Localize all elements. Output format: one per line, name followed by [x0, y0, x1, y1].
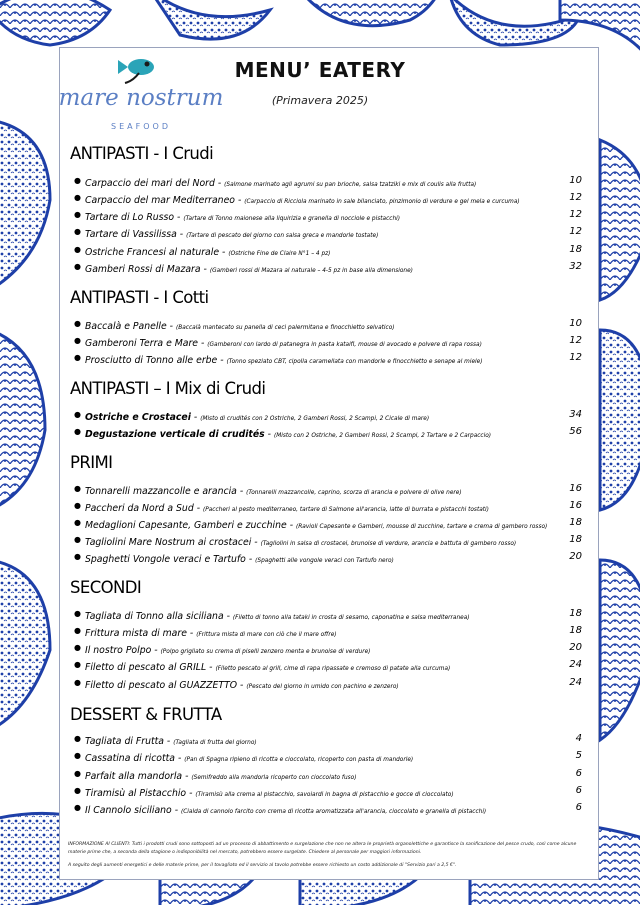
item-desc: (Salmone marinato agli agrumi su pan brioche, salsa tzatziki e mix di coulis alla frutta): [224, 182, 477, 188]
item-name: Tiramisù al Pistacchio: [85, 788, 187, 799]
item-name: Tonnarelli mazzancolle e arancia: [85, 486, 237, 497]
item-price: 12: [569, 226, 582, 237]
item-price: 18: [569, 517, 582, 528]
item-price: 6: [575, 785, 582, 796]
item-price: 18: [569, 534, 582, 545]
bullet-icon: ●: [74, 353, 81, 362]
item-desc: (Filetto pescato al grill, cime di rapa ripassate e cremoso di patate alla curcuma): [215, 666, 451, 672]
item-price: 18: [569, 625, 582, 636]
item-desc: (Misto con 2 Ostriche, 2 Gamberi Rossi, 2 Scampi, 2 Tartare e 2 Carpaccio): [273, 433, 492, 439]
item-name: Carpaccio del mar Mediterraneo: [85, 195, 235, 206]
bullet-icon: ●: [74, 427, 81, 436]
item-name: Prosciutto di Tonno alle erbe: [85, 355, 218, 366]
bullet-icon: ●: [74, 484, 81, 493]
bullet-icon: ●: [74, 193, 81, 202]
allergen-note: INFORMAZIONE AI CLIENTI: Tutti i prodotti crudi sono sottoposti ad un processo di abbattimento e surgelazione che non ne altera le proprietà organolettiche e garantisce la sanificazione del pesce crudo, così come alcune materie prime che, a seconda della stagione o indisponibilità nel mercato, potrebbero essere surgelate. Chiedere al personale per maggiori informazioni.: [68, 842, 577, 856]
item-name: Gamberoni Terra e Mare: [85, 338, 199, 349]
menu-item: ● Tiramisù al Pistacchio - (Tiramisù alla crema al pistacchio, savoiardi in bagna di pistacchio e gocce di cioccolato) 6: [74, 785, 582, 799]
item-price: 10: [569, 318, 582, 329]
bullet-icon: ●: [74, 769, 81, 778]
menu-item: ● Tartare di Vassilissa - (Tartare di pescato del giorno con salsa greca e mandorle tostate) 12: [74, 226, 582, 240]
item-name: Ostriche Francesi al naturale: [85, 247, 220, 258]
bullet-icon: ●: [74, 262, 81, 271]
menu-item: ● Carpaccio dei mari del Nord - (Salmone marinato agli agrumi su pan brioche, salsa tzatziki e mix di coulis alla frutta) 10: [74, 175, 582, 189]
item-price: 24: [569, 659, 582, 670]
item-price: 24: [569, 677, 582, 688]
bullet-icon: ●: [74, 643, 81, 652]
item-price: 18: [569, 244, 582, 255]
footer-notes: [68, 841, 592, 876]
section-title: PRIMI: [70, 453, 113, 472]
fish-icon: [118, 59, 154, 83]
menu-item: ● Filetto di pescato al GRILL - (Filetto pescato al grill, cime di rapa ripassate e cremoso di patate alla curcuma) 24: [74, 659, 582, 673]
menu-item: ● Ostriche Francesi al naturale - (Ostriche Fine de Claire N°1 – 4 pz) 18: [74, 244, 582, 258]
item-name: Tartare di Vassilissa: [85, 229, 177, 240]
item-name: Tartare di Lo Russo: [85, 212, 175, 223]
item-desc: (Misto di crudités con 2 Ostriche, 2 Gamberi Rossi, 2 Scampi, 2 Cicale di mare): [200, 416, 430, 422]
item-desc: (Semifreddo alla mandorla ricoperto con cioccolato fuso): [191, 775, 357, 781]
item-price: 20: [569, 642, 582, 653]
item-price: 10: [569, 175, 582, 186]
bullet-icon: ●: [74, 803, 81, 812]
item-price: 6: [575, 802, 582, 813]
menu-item: ● Frittura mista di mare - (Frittura mista di mare con ciò che il mare offre) 18: [74, 625, 582, 639]
menu-item: ● Tagliolini Mare Nostrum ai crostacei - (Tagliolini in salsa di crostacei, brunoise di verdure, arancia e battuta di gambero rosso) 18: [74, 534, 582, 548]
item-name: Gamberi Rossi di Mazara: [85, 264, 201, 275]
item-name: Tagliolini Mare Nostrum ai crostacei: [85, 537, 252, 548]
item-name: Ostriche e Crostacei: [85, 412, 191, 423]
menu-item: ● Tartare di Lo Russo - (Tartare di Tonno maionese alla liquirizia e granella di nocciole e pistacchi) 12: [74, 209, 582, 223]
bullet-icon: ●: [74, 786, 81, 795]
service-note: A seguito degli aumenti energetici e delle materie prime, per il tovagliato ed il servizio al tavolo potrebbe essere richiesto un costo addizionale di "Servizio pari a 2,5 €".: [68, 863, 457, 869]
item-desc: (Cialda di cannolo farcito con crema di ricotta aromatizzata all'arancia, cioccolato e granella di pistacchi): [181, 809, 487, 815]
item-name: Degustazione verticale di crudités: [85, 429, 265, 440]
bullet-icon: ●: [74, 210, 81, 219]
bullet-icon: ●: [74, 609, 81, 618]
item-name: Il Cannolo siciliano: [85, 805, 172, 816]
menu-item: ● Medaglioni Capesante, Gamberi e zucchine - (Ravioli Capesante e Gamberi, mousse di zucchine, tartare e crema di gambero rosso) 18: [74, 517, 582, 531]
bullet-icon: ●: [74, 626, 81, 635]
item-price: 4: [575, 733, 582, 744]
bullet-icon: ●: [74, 227, 81, 236]
menu-item: ● Spaghetti Vongole veraci e Tartufo - (Spaghetti alle vongole veraci con Tartufo nero) 20: [74, 551, 582, 565]
bullet-icon: ●: [74, 336, 81, 345]
logo-name: mare nostrum: [58, 85, 224, 111]
item-price: 56: [569, 426, 582, 437]
menu-item: ● Baccalà e Panelle - (Baccalà mantecato su panella di ceci palermitana e finocchietto selvatico) 10: [74, 318, 582, 332]
menu-item: ● Gamberi Rossi di Mazara - (Gamberi rossi di Mazara al naturale – 4-5 pz in base alla dimensione) 32: [74, 261, 582, 275]
item-price: 12: [569, 209, 582, 220]
item-desc: (Tiramisù alla crema al pistacchio, savoiardi in bagna di pistacchio e gocce di cioccolato): [195, 792, 454, 798]
menu-item: ● Ostriche e Crostacei - (Misto di crudités con 2 Ostriche, 2 Gamberi Rossi, 2 Scampi, 2 Cicale di mare) 34: [74, 409, 582, 423]
item-desc: (Tagliolini in salsa di crostacei, brunoise di verdure, arancia e battuta di gambero rosso): [260, 541, 517, 547]
item-name: Tagliata di Frutta: [85, 736, 164, 747]
logo-tag: SEAFOOD: [111, 122, 171, 131]
bullet-icon: ●: [74, 751, 81, 760]
item-name: Il nostro Polpo: [85, 645, 152, 656]
item-name: Tagliata di Tonno alla siciliana: [85, 611, 224, 622]
menu-item: ● Tagliata di Frutta - (Tagliata di frutta del giorno) 4: [74, 733, 582, 747]
item-name: Frittura mista di mare: [85, 628, 187, 639]
item-desc: (Paccheri al pesto mediterraneo, tartare di Salmone all'arancia, latte di burrata e pistacchi tostati): [203, 507, 489, 513]
item-desc: (Polpo grigliato su crema di piselli zenzero menta e brunoise di verdure): [160, 649, 371, 655]
item-desc: (Tagliata di frutta del giorno): [173, 740, 257, 746]
bullet-icon: ●: [74, 245, 81, 254]
item-desc: (Frittura mista di mare con ciò che il mare offre): [196, 632, 337, 638]
item-price: 5: [575, 750, 582, 761]
item-desc: (Filetto di tonno alla tataki in crosta di sesamo, caponatina e salsa mediterranea): [232, 615, 470, 621]
page-title: MENU’ EATERY: [234, 58, 406, 82]
bullet-icon: ●: [74, 734, 81, 743]
item-desc: (Gamberoni con lardo di patanegra in pasta kataifi, mouse di avocado e polvere di rapa rossa): [207, 342, 482, 348]
brand-logo: [58, 51, 224, 133]
section-title: ANTIPASTI - I Cotti: [70, 288, 209, 307]
item-desc: (Carpaccio di Ricciola marinato in sale bilanciato, pinzimonio di verdure e gel mela e curcuma): [244, 199, 520, 205]
item-name: Parfait alla mandorla: [85, 771, 183, 782]
bullet-icon: ●: [74, 552, 81, 561]
item-desc: (Gamberi rossi di Mazara al naturale – 4-5 pz in base alla dimensione): [209, 268, 413, 274]
item-name: Spaghetti Vongole veraci e Tartufo: [85, 554, 246, 565]
section-title: ANTIPASTI – I Mix di Crudi: [70, 379, 266, 398]
item-desc: (Pescato del giorno in umido con pachino e zenzero): [246, 684, 399, 690]
bullet-icon: ●: [74, 176, 81, 185]
item-price: 12: [569, 335, 582, 346]
item-price: 34: [569, 409, 582, 420]
item-price: 6: [575, 768, 582, 779]
item-name: Cassatina di ricotta: [85, 753, 175, 764]
item-name: Carpaccio dei mari del Nord: [85, 178, 215, 189]
item-name: Baccalà e Panelle: [85, 321, 167, 332]
menu-item: ● Gamberoni Terra e Mare - (Gamberoni con lardo di patanegra in pasta kataifi, mouse di avocado e polvere di rapa rossa) 12: [74, 335, 582, 349]
menu-item: ● Prosciutto di Tonno alle erbe - (Tonno speziato CBT, cipolla caramellata con mandorle e finocchietto e senape al miele) 12: [74, 352, 582, 366]
menu-item: ● Carpaccio del mar Mediterraneo - (Carpaccio di Ricciola marinato in sale bilanciato, pinzimonio di verdure e gel mela e curcuma) 12: [74, 192, 582, 206]
item-desc: (Pan di Spagna ripieno di ricotta e cioccolato, ricoperto con pasta di mandorle): [184, 757, 414, 763]
item-price: 12: [569, 192, 582, 203]
section-title: ANTIPASTI - I Crudi: [70, 144, 214, 163]
menu-item: ● Tonnarelli mazzancolle e arancia - (Tonnarelli mazzancolle, caprino, scorza di arancia e polvere di olive nere) 16: [74, 483, 582, 497]
bullet-icon: ●: [74, 518, 81, 527]
item-name: Filetto di pescato al GUAZZETTO: [85, 680, 238, 691]
bullet-icon: ●: [74, 319, 81, 328]
item-desc: (Baccalà mantecato su panella di ceci palermitana e finocchietto selvatico): [175, 325, 395, 331]
menu-item: ● Tagliata di Tonno alla siciliana - (Filetto di tonno alla tataki in crosta di sesamo, caponatina e salsa mediterranea) 18: [74, 608, 582, 622]
bullet-icon: ●: [74, 678, 81, 687]
item-price: 18: [569, 608, 582, 619]
section-title: SECONDI: [70, 578, 142, 597]
bullet-icon: ●: [74, 535, 81, 544]
item-name: Paccheri da Nord a Sud: [85, 503, 194, 514]
item-name: Medaglioni Capesante, Gamberi e zucchine: [85, 520, 287, 531]
item-price: 16: [569, 500, 582, 511]
item-price: 32: [569, 261, 582, 272]
item-desc: (Tartare di pescato del giorno con salsa greca e mandorle tostate): [186, 233, 379, 239]
item-price: 16: [569, 483, 582, 494]
menu-item: ● Degustazione verticale di crudités - (Misto con 2 Ostriche, 2 Gamberi Rossi, 2 Scampi, 2 Tartare e 2 Carpaccio) 56: [74, 426, 582, 440]
item-price: 20: [569, 551, 582, 562]
menu-item: ● Cassatina di ricotta - (Pan di Spagna ripieno di ricotta e cioccolato, ricoperto con pasta di mandorle) 5: [74, 750, 582, 764]
item-name: Filetto di pescato al GRILL: [85, 662, 207, 673]
item-price: 12: [569, 352, 582, 363]
menu-item: ● Parfait alla mandorla - (Semifreddo alla mandorla ricoperto con cioccolato fuso) 6: [74, 768, 582, 782]
section-title: DESSERT & FRUTTA: [70, 705, 222, 724]
bullet-icon: ●: [74, 410, 81, 419]
item-desc: (Tartare di Tonno maionese alla liquirizia e granella di nocciole e pistacchi): [183, 216, 400, 222]
menu-item: ● Il nostro Polpo - (Polpo grigliato su crema di piselli zenzero menta e brunoise di verdure) 20: [74, 642, 582, 656]
item-desc: (Tonnarelli mazzancolle, caprino, scorza di arancia e polvere di olive nere): [246, 490, 462, 496]
menu-item: ● Paccheri da Nord a Sud - (Paccheri al pesto mediterraneo, tartare di Salmone all'arancia, latte di burrata e pistacchi tostati) 16: [74, 500, 582, 514]
menu-item: ● Il Cannolo siciliano - (Cialda di cannolo farcito con crema di ricotta aromatizzata all'arancia, cioccolato e granella di pistacchi) 6: [74, 802, 582, 816]
bullet-icon: ●: [74, 660, 81, 669]
season-subtitle: (Primavera 2025): [271, 94, 369, 107]
bullet-icon: ●: [74, 501, 81, 510]
item-desc: (Ostriche Fine de Claire N°1 – 4 pz): [228, 251, 331, 257]
item-desc: (Ravioli Capesante e Gamberi, mousse di zucchine, tartare e crema di gambero rosso): [296, 524, 548, 530]
item-desc: (Tonno speziato CBT, cipolla caramellata con mandorle e finocchietto e senape al miele): [226, 359, 483, 365]
item-desc: (Spaghetti alle vongole veraci con Tartufo nero): [255, 558, 394, 564]
menu-item: ● Filetto di pescato al GUAZZETTO - (Pescato del giorno in umido con pachino e zenzero) 24: [74, 677, 582, 691]
